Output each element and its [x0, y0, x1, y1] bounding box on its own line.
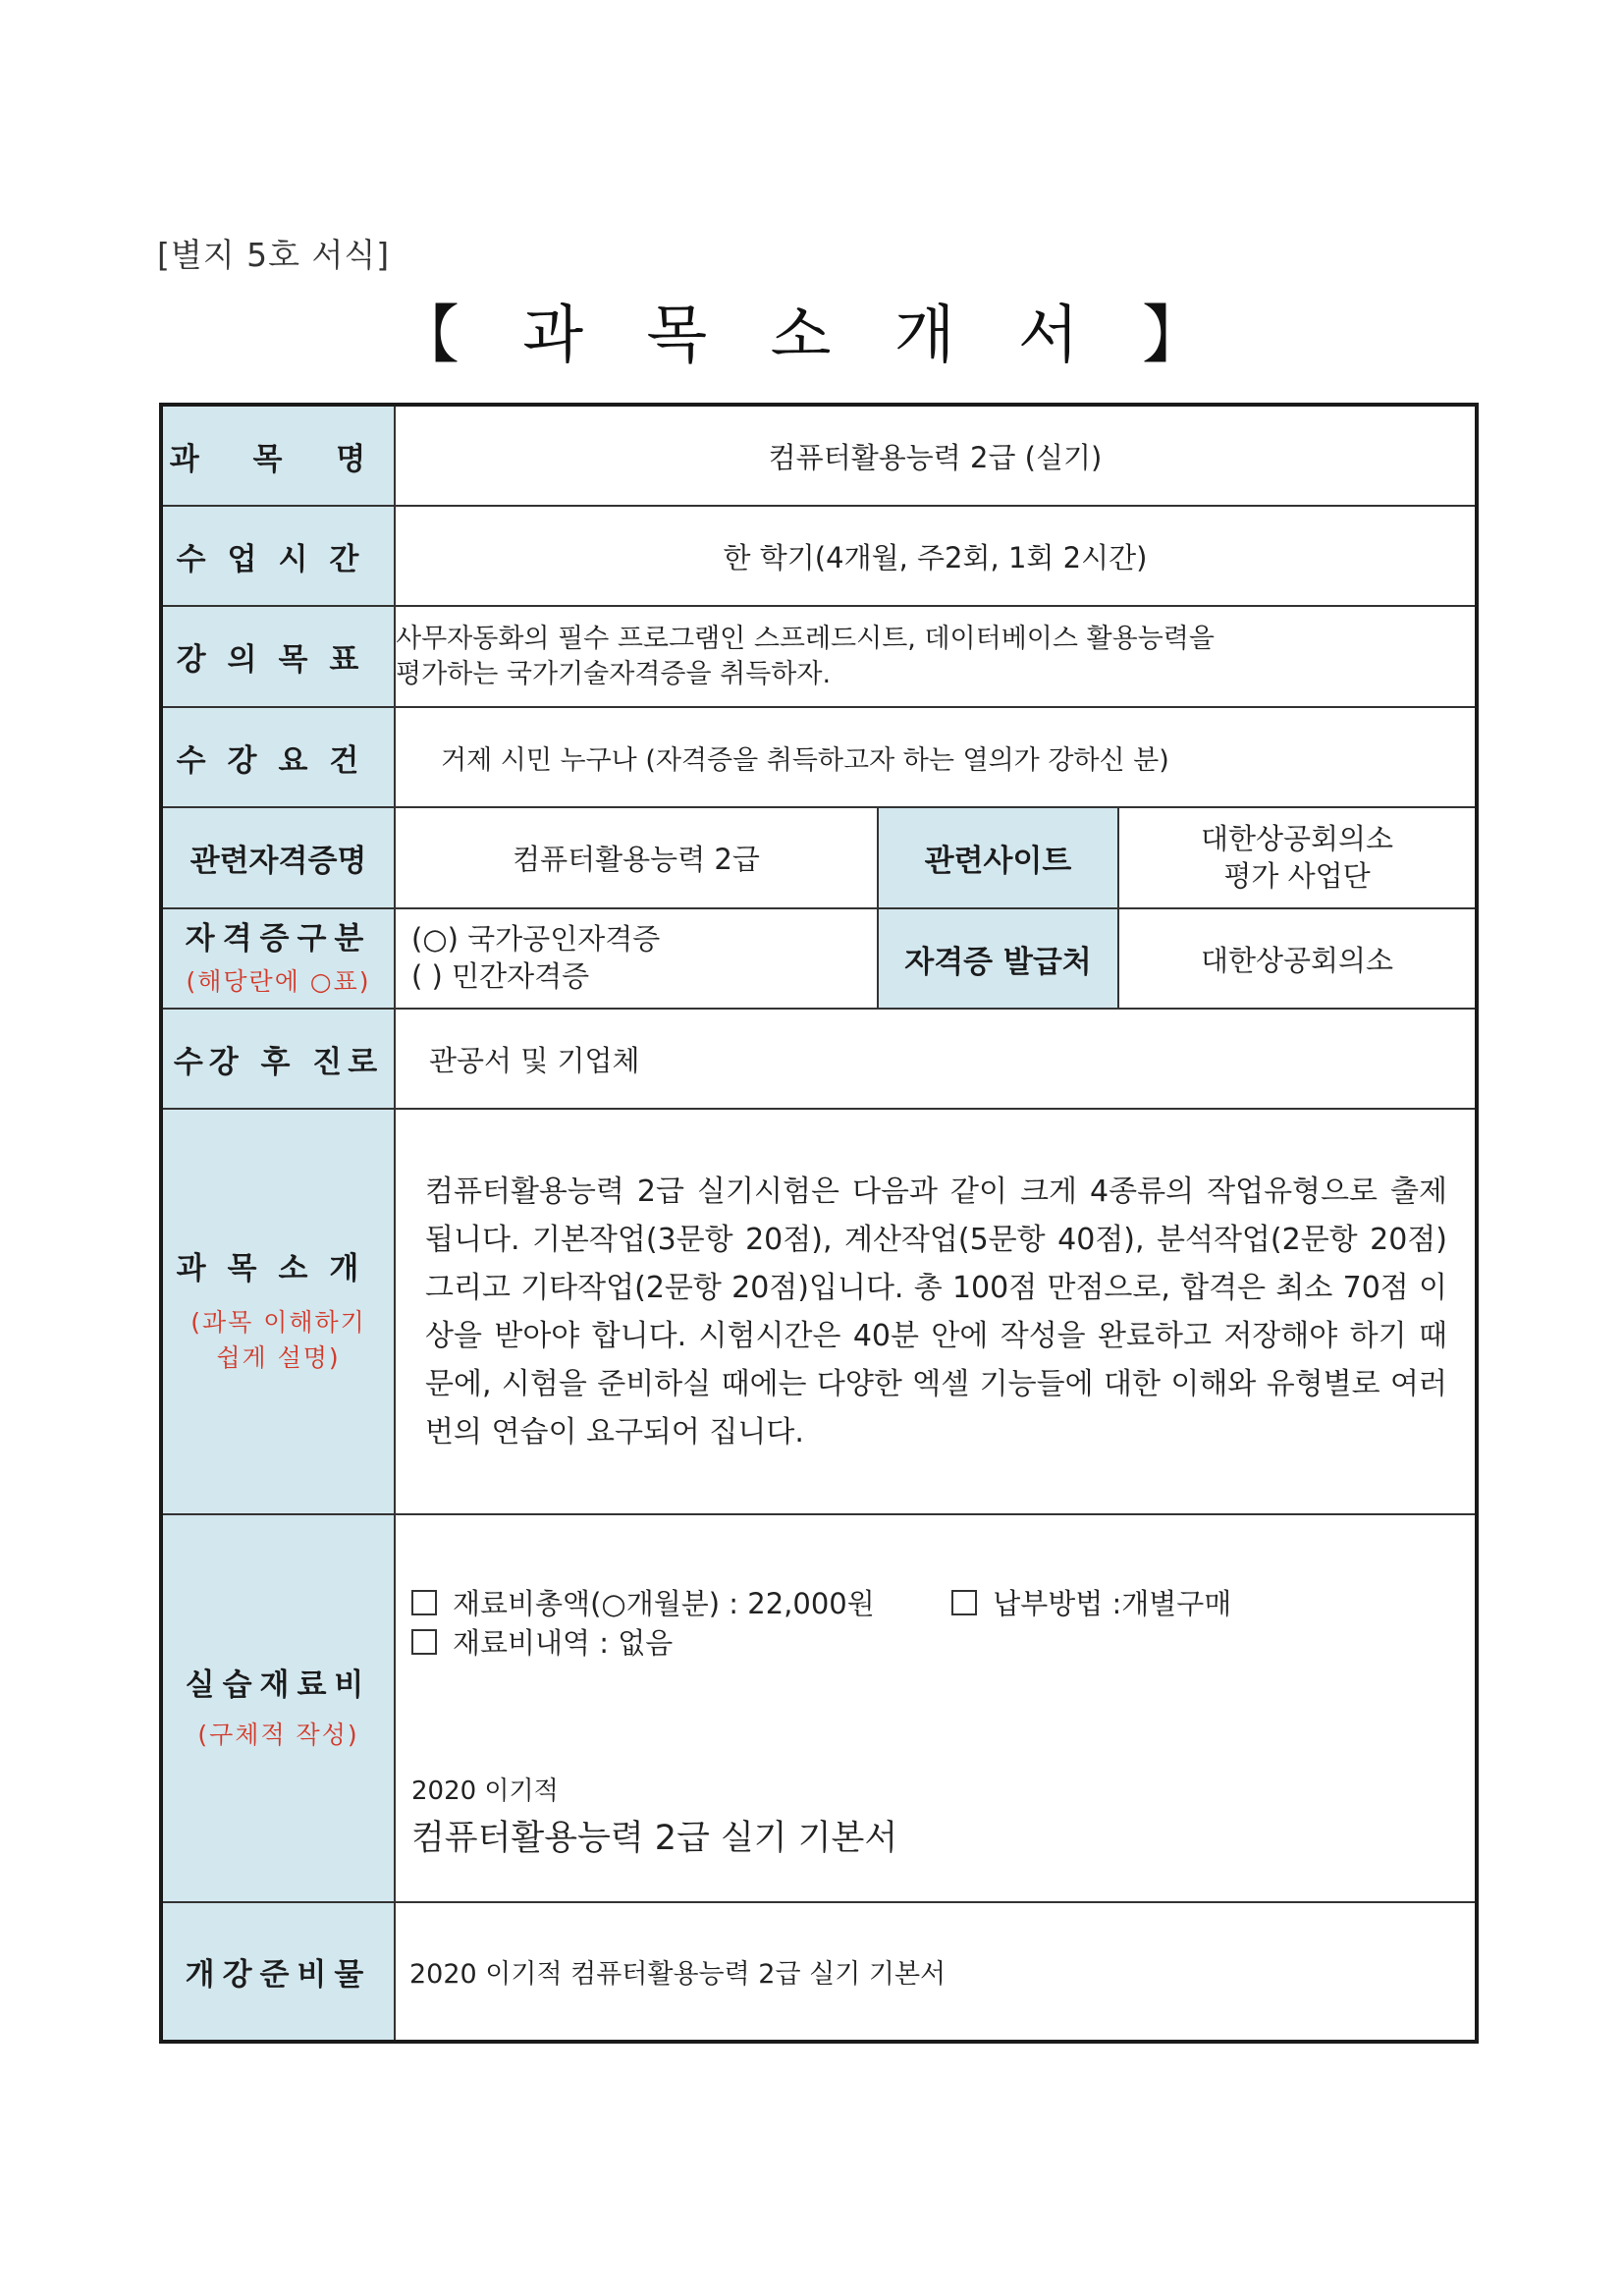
cert-type-sublabel: (해당란에 ○표) — [186, 967, 371, 997]
intro-sublabel-1: (과목 이해하기 — [190, 1307, 366, 1337]
option-private: ( ) 민간자격증 — [411, 959, 590, 993]
materials-total: 재료비총액(○개월분) : 22,000원 — [453, 1587, 875, 1620]
materials-label: 실습재료비 — [185, 1667, 372, 1704]
label-issuer: 자격증 발급처 — [878, 908, 1118, 1009]
label-related-site: 관련사이트 — [878, 807, 1118, 908]
checkbox-icon — [411, 1629, 437, 1655]
row-cert-type — [161, 908, 1477, 1009]
label-materials — [161, 1514, 395, 1902]
option-national: (○) 국가공인자격증 — [411, 922, 661, 957]
value-intro — [395, 1109, 1477, 1514]
form-number: [별지 5호 서식] — [157, 236, 391, 274]
label-career: 수강 후 진로 — [161, 1009, 395, 1109]
label-cert-type — [161, 908, 395, 1009]
intro-sublabel-2: 쉽게 설명) — [216, 1342, 341, 1372]
materials-payment: 납부방법 :개별구매 — [993, 1587, 1232, 1620]
materials-detail: 재료비내역 : 없음 — [453, 1626, 674, 1660]
label-objective: 강의목표 — [161, 606, 395, 707]
label-requirements: 수강요건 — [161, 707, 395, 807]
value-career: 관공서 및 기업체 — [395, 1009, 1477, 1109]
intro-label: 과목소개 — [176, 1251, 381, 1287]
value-subject-name: 컴퓨터활용능력 2급 (실기) — [395, 405, 1477, 506]
site-line-1: 대한상공회의소 — [1200, 821, 1394, 855]
label-certificate: 관련자격증명 — [161, 807, 395, 908]
site-line-2: 평가 사업단 — [1223, 858, 1371, 893]
materials-book-title: 컴퓨터활용능력 2급 실기 기본서 — [411, 1819, 898, 1858]
objective-line-1: 사무자동화의 필수 프로그램인 스프레드시트, 데이터베이스 활용능력을 — [396, 624, 1215, 655]
course-intro-table — [159, 403, 1479, 2044]
value-objective — [395, 606, 1477, 707]
label-prep: 개강준비물 — [161, 1902, 395, 2042]
row-class-time — [161, 506, 1477, 606]
label-class-time: 수업시간 — [161, 506, 395, 606]
materials-detail-row — [411, 1623, 1475, 1663]
row-intro — [161, 1109, 1477, 1514]
row-materials — [161, 1514, 1477, 1902]
checkbox-icon — [411, 1590, 437, 1615]
row-prep — [161, 1902, 1477, 2042]
value-cert-type — [395, 908, 878, 1009]
intro-text: 컴퓨터활용능력 2급 실기시험은 다음과 같이 크게 4종류의 작업유형으로 출제됩니다. 기본작업(3문항 20점), 계산작업(5문항 40점), 분석작업(2문항 20점) 그리고 기타작업(2문항 20점)입니다. 총 100점 만점으로, 합격은 최소 70점 이상을 받아야 합니다. 시험시간은 40분 안에 작성을 완료하고 저장해야 하기 때문에, 시험을 준비하실 때에는 다양한 엑셀 기능들에 대한 이해와 유형별로 여러 번의 연습이 요구되어 집니다. — [425, 1174, 1447, 1449]
row-certificate — [161, 807, 1477, 908]
value-prep: 2020 이기적 컴퓨터활용능력 2급 실기 기본서 — [395, 1902, 1477, 2042]
row-objective — [161, 606, 1477, 707]
materials-sublabel: (구체적 작성) — [197, 1720, 359, 1749]
value-issuer: 대한상공회의소 — [1118, 908, 1477, 1009]
label-intro — [161, 1109, 395, 1514]
value-requirements: 거제 시민 누구나 (자격증을 취득하고자 하는 열의가 강하신 분) — [395, 707, 1477, 807]
row-subject-name — [161, 405, 1477, 506]
value-materials — [395, 1514, 1477, 1902]
value-related-site — [1118, 807, 1477, 908]
objective-line-2: 평가하는 국가기술자격증을 취득하자. — [396, 658, 832, 689]
materials-book-year: 2020 이기적 — [411, 1777, 559, 1806]
checkbox-icon — [951, 1590, 977, 1615]
document-title: 【 과 목 소 개 서 】 — [396, 300, 1227, 372]
value-class-time: 한 학기(4개월, 주2회, 1회 2시간) — [395, 506, 1477, 606]
cert-type-label: 자격증구분 — [185, 920, 372, 957]
value-certificate: 컴퓨터활용능력 2급 — [395, 807, 878, 908]
row-career — [161, 1009, 1477, 1109]
label-subject-name: 과 목 명 — [161, 405, 395, 506]
materials-total-row — [411, 1584, 1475, 1623]
row-requirements — [161, 707, 1477, 807]
